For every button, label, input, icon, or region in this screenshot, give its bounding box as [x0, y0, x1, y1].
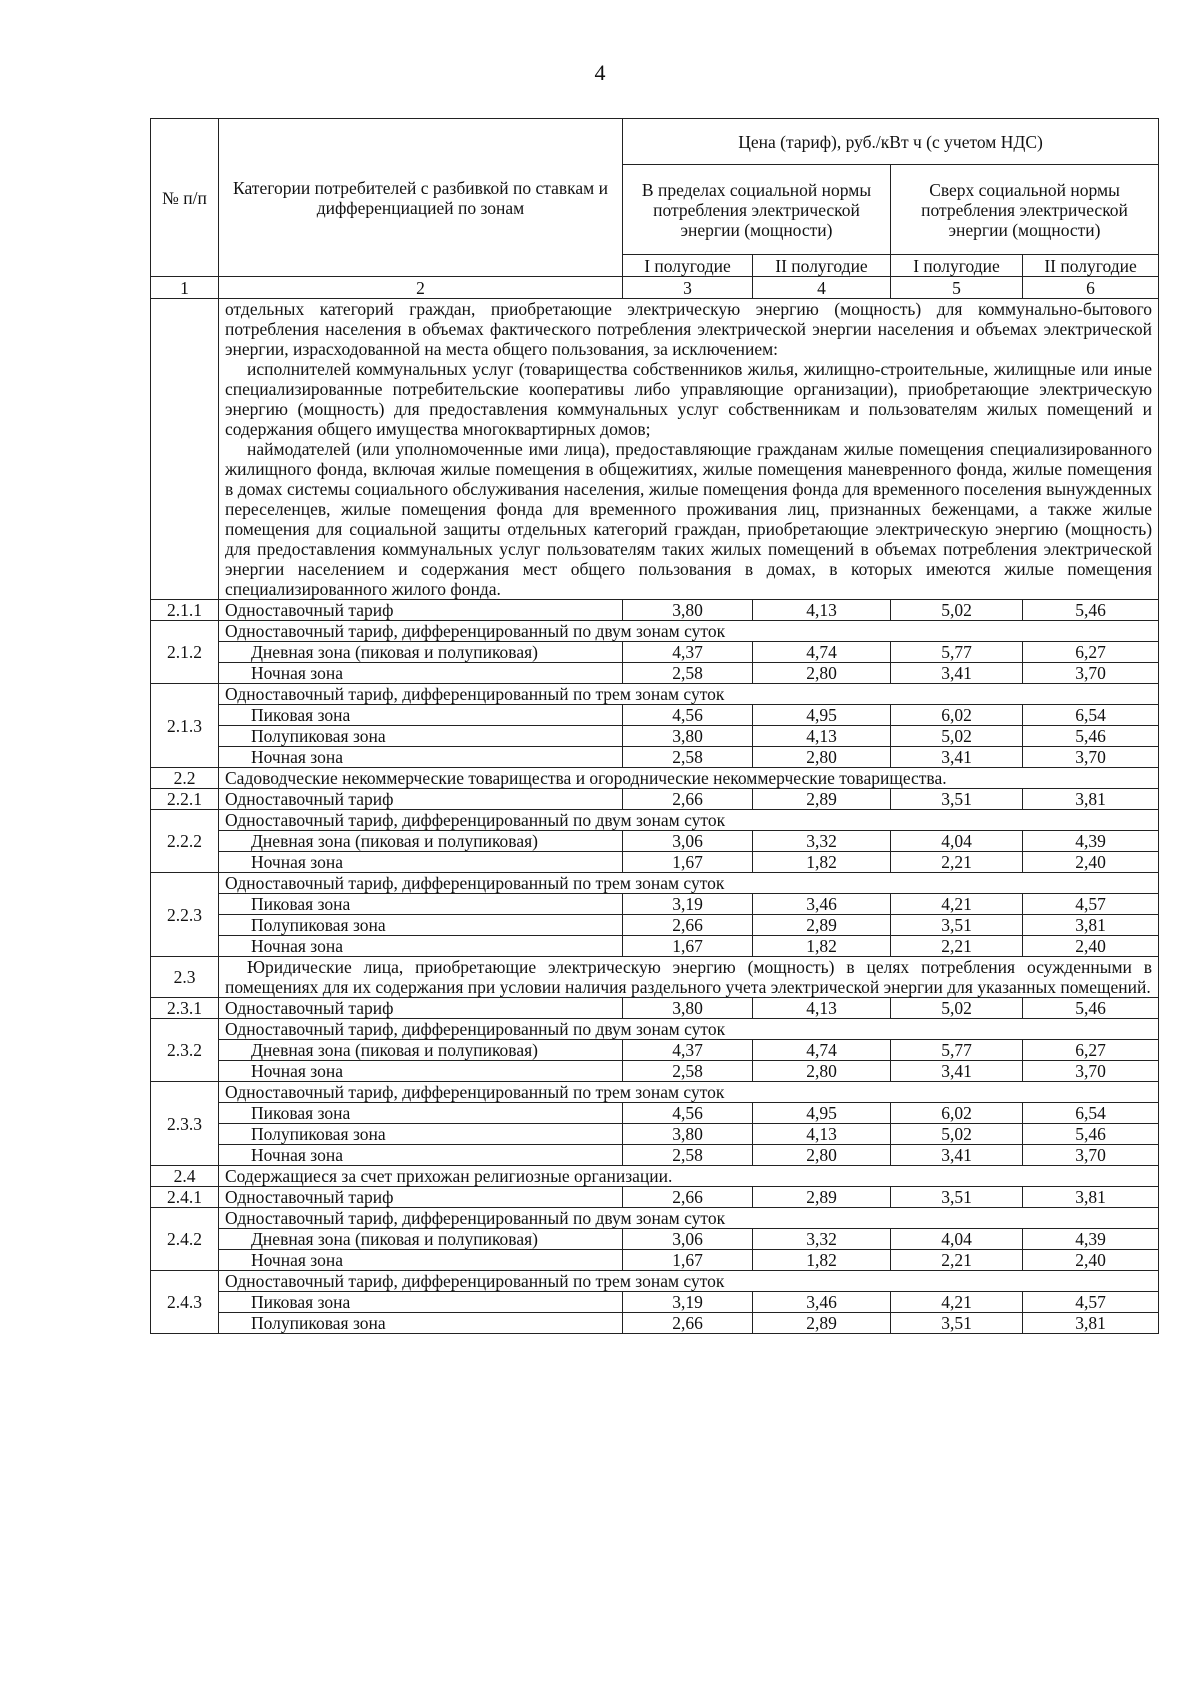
tariff-value: 4,56 — [623, 705, 753, 726]
tariff-value: 2,66 — [623, 915, 753, 936]
tariff-value: 4,04 — [891, 1229, 1023, 1250]
tariff-value: 4,57 — [1023, 1292, 1159, 1313]
tariff-value: 3,81 — [1023, 1187, 1159, 1208]
row-label: Пиковая зона — [219, 1103, 623, 1124]
tariff-value: 3,80 — [623, 726, 753, 747]
row-label: Ночная зона — [219, 1250, 623, 1271]
tariff-table — [150, 118, 1159, 1334]
col-number: 1 — [151, 277, 219, 299]
row-number: 2.2.3 — [151, 873, 219, 957]
row-label: Одноставочный тариф, дифференцированный по трем зонам суток — [219, 1271, 1159, 1292]
tariff-value: 3,46 — [753, 894, 891, 915]
tariff-value: 2,21 — [891, 936, 1023, 957]
row-label: Одноставочный тариф, дифференцированный по двум зонам суток — [219, 1019, 1159, 1040]
tariff-value: 2,80 — [753, 663, 891, 684]
tariff-value: 4,95 — [753, 705, 891, 726]
tariff-value: 4,95 — [753, 1103, 891, 1124]
tariff-value: 3,41 — [891, 663, 1023, 684]
row-number: 2.2.1 — [151, 789, 219, 810]
row-number: 2.4.2 — [151, 1208, 219, 1271]
tariff-value: 4,39 — [1023, 1229, 1159, 1250]
row-label: Одноставочный тариф — [219, 600, 623, 621]
row-label: Ночная зона — [219, 1145, 623, 1166]
row-label: Одноставочный тариф — [219, 998, 623, 1019]
tariff-value: 3,81 — [1023, 1313, 1159, 1334]
row-label: Дневная зона (пиковая и полупиковая) — [219, 831, 623, 852]
tariff-value: 5,46 — [1023, 1124, 1159, 1145]
intro-paragraph: отдельных категорий граждан, приобретающие электрическую энергию (мощность) для коммунально-бытового потребления населения в объемах фактического потребления электрической энергии населения и объемах электрической энергии, израсходованной на места общего пользования, за исключением: — [225, 299, 1153, 359]
row-label: Одноставочный тариф, дифференцированный по двум зонам суток — [219, 621, 1159, 642]
section-title-text: Юридические лица, приобретающие электрическую энергию (мощность) в целях потребления осужденными в помещениях для их содержания при условии наличия раздельного учета электрической энергии для указанных помещений. — [225, 957, 1153, 997]
tariff-value: 2,89 — [753, 1313, 891, 1334]
tariff-value: 6,27 — [1023, 642, 1159, 663]
tariff-value: 4,13 — [753, 726, 891, 747]
tariff-value: 3,70 — [1023, 1061, 1159, 1082]
tariff-value: 3,51 — [891, 1313, 1023, 1334]
row-number: 2.2.2 — [151, 810, 219, 873]
section-title: Садоводческие некоммерческие товарищества и огороднические некоммерческие товарищества. — [219, 768, 1159, 789]
tariff-value: 2,66 — [623, 789, 753, 810]
tariff-value: 5,02 — [891, 726, 1023, 747]
row-label: Полупиковая зона — [219, 726, 623, 747]
tariff-value: 6,54 — [1023, 705, 1159, 726]
intro-text — [219, 299, 1159, 600]
intro-paragraph: наймодателей (или уполномоченные ими лица), предоставляющие гражданам жилые помещения специализированного жилищного фонда, включая жилые помещения в общежитиях, жилые помещения маневренного фонда, жилые помещения в домах системы социального обслуживания населения, жилые помещения фонда для временного поселения вынужденных переселенцев, жилые помещения фонда для временного проживания лиц, признанных беженцами, а также жилые помещения для социальной защиты отдельных категорий граждан, приобретающие электрическую энергию (мощность) для предоставления коммунальных услуг пользователям таких жилых помещений в объемах потребления электрической энергии населением и содержания мест общего пользования в домах, в которых имеются жилые помещения специализированного жилого фонда. — [225, 439, 1153, 599]
tariff-value: 2,80 — [753, 1145, 891, 1166]
tariff-value: 4,21 — [891, 1292, 1023, 1313]
row-label: Ночная зона — [219, 663, 623, 684]
tariff-value: 3,06 — [623, 1229, 753, 1250]
tariff-value: 5,77 — [891, 642, 1023, 663]
row-label: Одноставочный тариф, дифференцированный по двум зонам суток — [219, 810, 1159, 831]
page-number: 4 — [594, 60, 606, 85]
section-number: 2.4 — [151, 1166, 219, 1187]
row-label: Полупиковая зона — [219, 1124, 623, 1145]
tariff-value: 1,67 — [623, 936, 753, 957]
header-num: № п/п — [151, 119, 219, 277]
tariff-value: 4,13 — [753, 600, 891, 621]
header-h1-above: I полугодие — [891, 255, 1023, 277]
tariff-value: 4,39 — [1023, 831, 1159, 852]
tariff-value: 3,19 — [623, 894, 753, 915]
row-label: Полупиковая зона — [219, 915, 623, 936]
tariff-value: 2,58 — [623, 747, 753, 768]
tariff-value: 4,56 — [623, 1103, 753, 1124]
row-label: Пиковая зона — [219, 1292, 623, 1313]
tariff-value: 1,82 — [753, 852, 891, 873]
tariff-value: 3,70 — [1023, 663, 1159, 684]
tariff-value: 6,02 — [891, 1103, 1023, 1124]
intro-num-cell — [151, 299, 219, 600]
tariff-value: 3,41 — [891, 747, 1023, 768]
tariff-value: 5,77 — [891, 1040, 1023, 1061]
tariff-value: 3,70 — [1023, 1145, 1159, 1166]
tariff-value: 4,13 — [753, 1124, 891, 1145]
tariff-value: 2,80 — [753, 1061, 891, 1082]
row-number: 2.3.3 — [151, 1082, 219, 1166]
tariff-value: 3,51 — [891, 915, 1023, 936]
row-label: Дневная зона (пиковая и полупиковая) — [219, 1229, 623, 1250]
row-number: 2.1.1 — [151, 600, 219, 621]
col-number: 4 — [753, 277, 891, 299]
tariff-value: 3,19 — [623, 1292, 753, 1313]
row-label: Одноставочный тариф — [219, 1187, 623, 1208]
tariff-value: 3,80 — [623, 998, 753, 1019]
tariff-value: 2,40 — [1023, 1250, 1159, 1271]
row-number: 2.4.1 — [151, 1187, 219, 1208]
row-number: 2.3.1 — [151, 998, 219, 1019]
tariff-value: 2,40 — [1023, 852, 1159, 873]
row-label: Полупиковая зона — [219, 1313, 623, 1334]
tariff-value: 3,06 — [623, 831, 753, 852]
tariff-value: 3,32 — [753, 1229, 891, 1250]
tariff-value: 5,46 — [1023, 600, 1159, 621]
header-category: Категории потребителей с разбивкой по ставкам и дифференциацией по зонам — [219, 119, 623, 277]
tariff-value: 6,54 — [1023, 1103, 1159, 1124]
tariff-value: 1,82 — [753, 936, 891, 957]
row-label: Одноставочный тариф, дифференцированный по трем зонам суток — [219, 1082, 1159, 1103]
tariff-value: 4,21 — [891, 894, 1023, 915]
header-h2-above: II полугодие — [1023, 255, 1159, 277]
row-label: Пиковая зона — [219, 705, 623, 726]
tariff-value: 3,70 — [1023, 747, 1159, 768]
row-label: Пиковая зона — [219, 894, 623, 915]
row-label: Одноставочный тариф, дифференцированный по двум зонам суток — [219, 1208, 1159, 1229]
section-number: 2.3 — [151, 957, 219, 998]
tariff-value: 2,58 — [623, 1061, 753, 1082]
row-number: 2.1.2 — [151, 621, 219, 684]
tariff-value: 4,13 — [753, 998, 891, 1019]
tariff-value: 2,66 — [623, 1313, 753, 1334]
row-label: Одноставочный тариф, дифференцированный по трем зонам суток — [219, 684, 1159, 705]
tariff-value: 4,74 — [753, 642, 891, 663]
col-number: 3 — [623, 277, 753, 299]
tariff-value: 3,81 — [1023, 915, 1159, 936]
section-number: 2.2 — [151, 768, 219, 789]
row-label: Ночная зона — [219, 936, 623, 957]
tariff-value: 3,51 — [891, 1187, 1023, 1208]
tariff-value: 5,02 — [891, 1124, 1023, 1145]
tariff-value: 3,80 — [623, 1124, 753, 1145]
tariff-value: 2,58 — [623, 1145, 753, 1166]
tariff-value: 4,74 — [753, 1040, 891, 1061]
tariff-value: 1,67 — [623, 1250, 753, 1271]
header-price: Цена (тариф), руб./кВт ч (с учетом НДС) — [623, 119, 1159, 165]
tariff-value: 2,80 — [753, 747, 891, 768]
section-title: Содержащиеся за счет прихожан религиозные организации. — [219, 1166, 1159, 1187]
tariff-value: 2,89 — [753, 915, 891, 936]
tariff-value: 3,81 — [1023, 789, 1159, 810]
row-label: Ночная зона — [219, 1061, 623, 1082]
tariff-value: 2,21 — [891, 1250, 1023, 1271]
tariff-value: 2,40 — [1023, 936, 1159, 957]
tariff-value: 5,02 — [891, 998, 1023, 1019]
row-label: Ночная зона — [219, 852, 623, 873]
tariff-value: 3,46 — [753, 1292, 891, 1313]
row-number: 2.1.3 — [151, 684, 219, 768]
tariff-value: 1,67 — [623, 852, 753, 873]
tariff-value: 4,37 — [623, 1040, 753, 1061]
tariff-value: 4,04 — [891, 831, 1023, 852]
row-label: Одноставочный тариф — [219, 789, 623, 810]
section-title — [219, 957, 1159, 998]
col-number: 6 — [1023, 277, 1159, 299]
intro-paragraph: исполнителей коммунальных услуг (товарищества собственников жилья, жилищно-строительные, жилищные или иные специализированные потребительские кооперативы либо управляющие организации), приобретающие электрическую энергию (мощность) для предоставления коммунальных услуг собственникам и пользователям жилых помещений и содержания общего имущества многоквартирных домов; — [225, 359, 1153, 439]
tariff-value: 5,02 — [891, 600, 1023, 621]
tariff-value: 3,32 — [753, 831, 891, 852]
header-above-norm: Сверх социальной нормы потребления электрической энергии (мощности) — [891, 165, 1159, 255]
col-number: 5 — [891, 277, 1023, 299]
header-within-norm: В пределах социальной нормы потребления электрической энергии (мощности) — [623, 165, 891, 255]
tariff-value: 4,37 — [623, 642, 753, 663]
tariff-value: 3,41 — [891, 1145, 1023, 1166]
row-label: Одноставочный тариф, дифференцированный по трем зонам суток — [219, 873, 1159, 894]
row-number: 2.4.3 — [151, 1271, 219, 1334]
tariff-value: 2,89 — [753, 789, 891, 810]
row-label: Дневная зона (пиковая и полупиковая) — [219, 1040, 623, 1061]
tariff-value: 2,58 — [623, 663, 753, 684]
row-number: 2.3.2 — [151, 1019, 219, 1082]
tariff-value: 2,66 — [623, 1187, 753, 1208]
header-h2-within: II полугодие — [753, 255, 891, 277]
row-label: Дневная зона (пиковая и полупиковая) — [219, 642, 623, 663]
tariff-value: 3,41 — [891, 1061, 1023, 1082]
tariff-value: 4,57 — [1023, 894, 1159, 915]
tariff-value: 6,27 — [1023, 1040, 1159, 1061]
row-label: Ночная зона — [219, 747, 623, 768]
tariff-value: 3,51 — [891, 789, 1023, 810]
tariff-value: 3,80 — [623, 600, 753, 621]
tariff-value: 2,21 — [891, 852, 1023, 873]
col-number: 2 — [219, 277, 623, 299]
tariff-value: 5,46 — [1023, 726, 1159, 747]
header-h1-within: I полугодие — [623, 255, 753, 277]
tariff-value: 6,02 — [891, 705, 1023, 726]
tariff-value: 2,89 — [753, 1187, 891, 1208]
tariff-value: 5,46 — [1023, 998, 1159, 1019]
tariff-value: 1,82 — [753, 1250, 891, 1271]
